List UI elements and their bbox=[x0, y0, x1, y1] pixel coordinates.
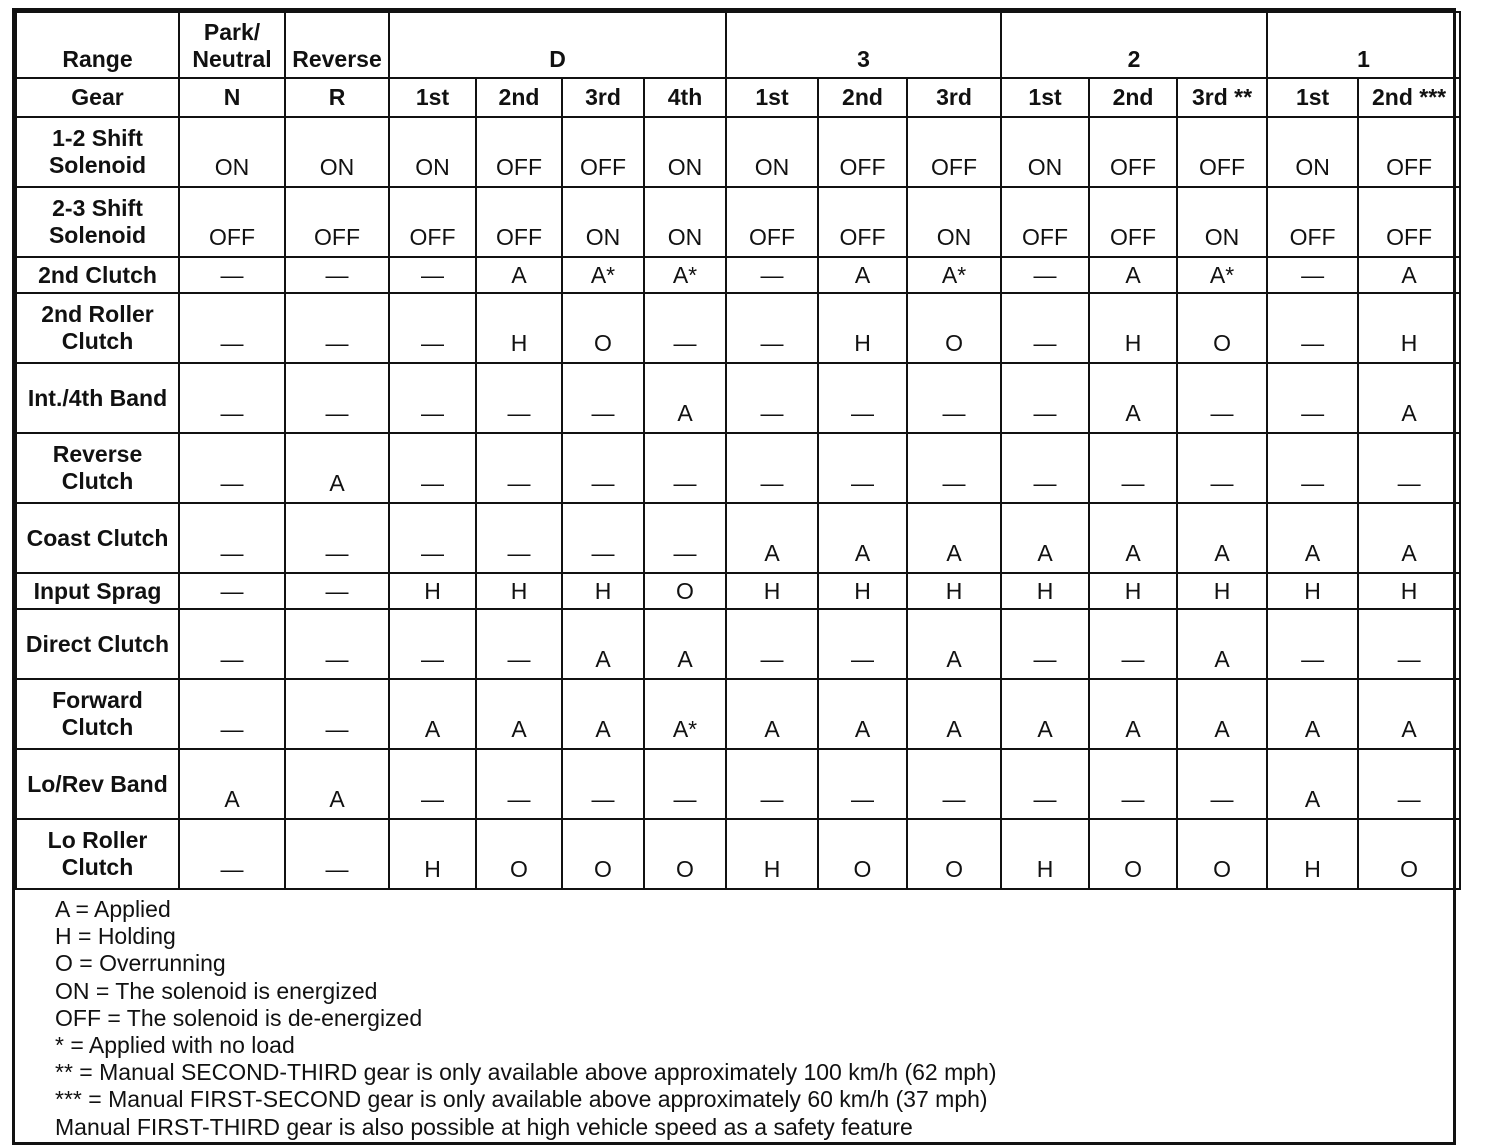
table-cell: — bbox=[1267, 609, 1358, 679]
shift-table bbox=[15, 11, 1461, 890]
table-cell: A bbox=[562, 609, 644, 679]
table-cell: — bbox=[818, 363, 907, 433]
table-cell: — bbox=[562, 433, 644, 503]
table-cell: ON bbox=[1001, 117, 1089, 187]
table-cell: — bbox=[179, 573, 285, 609]
table-cell: — bbox=[389, 503, 476, 573]
table-cell: — bbox=[1001, 257, 1089, 293]
table-cell: — bbox=[285, 679, 389, 749]
table-cell: — bbox=[179, 679, 285, 749]
table-cell: A bbox=[818, 503, 907, 573]
table-cell: OFF bbox=[1089, 187, 1177, 257]
table-cell: H bbox=[1358, 293, 1460, 363]
table-cell: A bbox=[1267, 749, 1358, 819]
row-label: Lo/Rev Band bbox=[16, 749, 179, 819]
gear-header: 1st bbox=[389, 78, 476, 117]
gear-header: 2nd *** bbox=[1358, 78, 1460, 117]
table-row bbox=[16, 363, 1460, 433]
table-row bbox=[16, 293, 1460, 363]
table-cell: ON bbox=[562, 187, 644, 257]
table-cell: — bbox=[726, 433, 818, 503]
table-cell: — bbox=[179, 257, 285, 293]
table-cell: — bbox=[1177, 433, 1267, 503]
table-cell: — bbox=[179, 433, 285, 503]
gear-label: Gear bbox=[16, 78, 179, 117]
legend-item: *** = Manual FIRST-SECOND gear is only available above approximately 60 km/h (37 mph) bbox=[55, 1086, 988, 1113]
table-cell: OFF bbox=[1267, 187, 1358, 257]
table-cell: — bbox=[285, 503, 389, 573]
table-cell: O bbox=[1177, 819, 1267, 889]
table-cell: A bbox=[1001, 679, 1089, 749]
table-cell: A bbox=[1267, 679, 1358, 749]
range-header: Reverse bbox=[285, 12, 389, 78]
table-cell: ON bbox=[389, 117, 476, 187]
row-label: Reverse Clutch bbox=[16, 433, 179, 503]
table-cell: — bbox=[476, 503, 562, 573]
gear-header: 4th bbox=[644, 78, 726, 117]
table-cell: H bbox=[907, 573, 1001, 609]
table-cell: — bbox=[389, 293, 476, 363]
component-rows bbox=[16, 117, 1460, 889]
table-cell: — bbox=[562, 503, 644, 573]
table-row bbox=[16, 187, 1460, 257]
table-cell: — bbox=[389, 257, 476, 293]
table-cell: — bbox=[1177, 749, 1267, 819]
legend-item: * = Applied with no load bbox=[55, 1032, 295, 1059]
table-cell: — bbox=[1001, 433, 1089, 503]
table-cell: A bbox=[1089, 363, 1177, 433]
table-cell: ON bbox=[285, 117, 389, 187]
table-cell: — bbox=[179, 293, 285, 363]
table-cell: — bbox=[476, 749, 562, 819]
table-row bbox=[16, 503, 1460, 573]
table-cell: — bbox=[476, 433, 562, 503]
table-cell: ON bbox=[1267, 117, 1358, 187]
row-label: Lo Roller Clutch bbox=[16, 819, 179, 889]
legend bbox=[15, 890, 1453, 1142]
gear-header: N bbox=[179, 78, 285, 117]
table-cell: H bbox=[1358, 573, 1460, 609]
table-cell: A bbox=[476, 679, 562, 749]
table-row bbox=[16, 609, 1460, 679]
table-cell: O bbox=[907, 819, 1001, 889]
table-cell: OFF bbox=[907, 117, 1001, 187]
row-label: Forward Clutch bbox=[16, 679, 179, 749]
legend-item: O = Overrunning bbox=[55, 950, 226, 977]
table-cell: — bbox=[818, 609, 907, 679]
table-cell: H bbox=[1177, 573, 1267, 609]
table-cell: A bbox=[1001, 503, 1089, 573]
table-cell: — bbox=[726, 609, 818, 679]
gear-header: 2nd bbox=[1089, 78, 1177, 117]
table-cell: A bbox=[1358, 363, 1460, 433]
table-cell: — bbox=[476, 609, 562, 679]
table-cell: — bbox=[1089, 749, 1177, 819]
table-cell: A bbox=[1267, 503, 1358, 573]
table-cell: A* bbox=[644, 679, 726, 749]
table-cell: H bbox=[476, 293, 562, 363]
table-cell: H bbox=[1001, 819, 1089, 889]
table-cell: H bbox=[562, 573, 644, 609]
gear-header: 3rd bbox=[562, 78, 644, 117]
table-cell: — bbox=[562, 363, 644, 433]
row-label: 2nd Clutch bbox=[16, 257, 179, 293]
table-cell: OFF bbox=[726, 187, 818, 257]
table-cell: — bbox=[179, 819, 285, 889]
table-cell: O bbox=[644, 573, 726, 609]
table-cell: A* bbox=[1177, 257, 1267, 293]
table-cell: O bbox=[562, 819, 644, 889]
table-cell: OFF bbox=[1001, 187, 1089, 257]
table-cell: — bbox=[285, 363, 389, 433]
table-cell: — bbox=[1358, 433, 1460, 503]
table-row bbox=[16, 679, 1460, 749]
table-cell: — bbox=[1177, 363, 1267, 433]
table-cell: A bbox=[1177, 679, 1267, 749]
legend-item: A = Applied bbox=[55, 896, 171, 922]
table-cell: OFF bbox=[818, 187, 907, 257]
legend-item: OFF = The solenoid is de-energized bbox=[55, 1004, 423, 1031]
shift-chart bbox=[12, 8, 1456, 1145]
table-row bbox=[16, 749, 1460, 819]
table-cell: A bbox=[907, 679, 1001, 749]
table-row bbox=[16, 433, 1460, 503]
gear-header: 2nd bbox=[476, 78, 562, 117]
table-cell: A bbox=[1358, 257, 1460, 293]
table-cell: A* bbox=[644, 257, 726, 293]
table-cell: — bbox=[389, 609, 476, 679]
range-label: Range bbox=[16, 12, 179, 78]
table-cell: — bbox=[726, 363, 818, 433]
table-cell: OFF bbox=[1089, 117, 1177, 187]
table-cell: — bbox=[1267, 433, 1358, 503]
table-cell: A bbox=[1358, 503, 1460, 573]
table-cell: — bbox=[389, 749, 476, 819]
range-header: 2 bbox=[1001, 12, 1267, 78]
row-label: Int./4th Band bbox=[16, 363, 179, 433]
table-cell: A bbox=[1089, 679, 1177, 749]
table-cell: — bbox=[907, 363, 1001, 433]
gear-header: R bbox=[285, 78, 389, 117]
table-cell: — bbox=[644, 503, 726, 573]
table-cell: — bbox=[726, 257, 818, 293]
table-cell: ON bbox=[1177, 187, 1267, 257]
table-cell: H bbox=[818, 573, 907, 609]
range-header: 1 bbox=[1267, 12, 1460, 78]
table-cell: A bbox=[285, 749, 389, 819]
legend-item: H = Holding bbox=[55, 923, 176, 950]
table-cell: A bbox=[644, 609, 726, 679]
row-label: 2-3 Shift Solenoid bbox=[16, 187, 179, 257]
table-cell: O bbox=[476, 819, 562, 889]
table-cell: — bbox=[179, 363, 285, 433]
table-cell: — bbox=[726, 749, 818, 819]
gear-header: 1st bbox=[726, 78, 818, 117]
legend-item: Manual FIRST-THIRD gear is also possible at high vehicle speed as a safety feature bbox=[55, 1113, 913, 1140]
gear-header: 3rd bbox=[907, 78, 1001, 117]
table-cell: A* bbox=[562, 257, 644, 293]
table-cell: — bbox=[285, 573, 389, 609]
row-label: Input Sprag bbox=[16, 573, 179, 609]
table-cell: O bbox=[907, 293, 1001, 363]
table-cell: OFF bbox=[562, 117, 644, 187]
table-cell: — bbox=[285, 819, 389, 889]
table-cell: — bbox=[644, 293, 726, 363]
table-cell: — bbox=[476, 363, 562, 433]
table-cell: OFF bbox=[1358, 117, 1460, 187]
table-cell: A bbox=[179, 749, 285, 819]
table-cell: A bbox=[1358, 679, 1460, 749]
table-cell: OFF bbox=[285, 187, 389, 257]
table-cell: — bbox=[818, 749, 907, 819]
table-row bbox=[16, 257, 1460, 293]
table-cell: — bbox=[1001, 609, 1089, 679]
table-cell: OFF bbox=[1177, 117, 1267, 187]
table-cell: — bbox=[285, 293, 389, 363]
table-cell: OFF bbox=[1358, 187, 1460, 257]
table-cell: A bbox=[1177, 609, 1267, 679]
table-cell: H bbox=[1267, 819, 1358, 889]
legend-item: ON = The solenoid is energized bbox=[55, 977, 378, 1004]
range-header: Park/ Neutral bbox=[179, 12, 285, 78]
table-cell: OFF bbox=[389, 187, 476, 257]
row-label: 1-2 Shift Solenoid bbox=[16, 117, 179, 187]
table-cell: A bbox=[726, 679, 818, 749]
table-cell: H bbox=[726, 819, 818, 889]
table-cell: ON bbox=[644, 117, 726, 187]
table-cell: H bbox=[389, 819, 476, 889]
legend-item: ** = Manual SECOND-THIRD gear is only available above approximately 100 km/h (62 mph) bbox=[55, 1059, 997, 1086]
table-cell: H bbox=[1089, 573, 1177, 609]
gear-header: 2nd bbox=[818, 78, 907, 117]
table-cell: OFF bbox=[818, 117, 907, 187]
table-cell: A* bbox=[907, 257, 1001, 293]
table-cell: A bbox=[907, 503, 1001, 573]
table-cell: — bbox=[1267, 363, 1358, 433]
table-cell: — bbox=[285, 257, 389, 293]
table-cell: — bbox=[179, 609, 285, 679]
table-cell: — bbox=[818, 433, 907, 503]
row-label: 2nd Roller Clutch bbox=[16, 293, 179, 363]
table-cell: — bbox=[644, 433, 726, 503]
range-header-row bbox=[16, 12, 1460, 78]
row-label: Coast Clutch bbox=[16, 503, 179, 573]
table-cell: H bbox=[389, 573, 476, 609]
gear-header: 1st bbox=[1001, 78, 1089, 117]
table-cell: — bbox=[179, 503, 285, 573]
table-cell: O bbox=[562, 293, 644, 363]
table-cell: ON bbox=[644, 187, 726, 257]
table-cell: — bbox=[726, 293, 818, 363]
table-cell: A bbox=[1177, 503, 1267, 573]
table-cell: — bbox=[1001, 293, 1089, 363]
table-cell: — bbox=[1358, 749, 1460, 819]
range-header: D bbox=[389, 12, 726, 78]
table-cell: H bbox=[726, 573, 818, 609]
table-cell: OFF bbox=[476, 187, 562, 257]
table-cell: — bbox=[1267, 293, 1358, 363]
table-cell: — bbox=[1089, 433, 1177, 503]
table-cell: A bbox=[1089, 257, 1177, 293]
table-cell: H bbox=[818, 293, 907, 363]
table-cell: O bbox=[1089, 819, 1177, 889]
range-header: 3 bbox=[726, 12, 1001, 78]
table-cell: — bbox=[1089, 609, 1177, 679]
table-cell: — bbox=[644, 749, 726, 819]
gear-header: 3rd ** bbox=[1177, 78, 1267, 117]
table-cell: A bbox=[476, 257, 562, 293]
table-cell: O bbox=[1177, 293, 1267, 363]
table-cell: O bbox=[818, 819, 907, 889]
table-row bbox=[16, 819, 1460, 889]
table-cell: — bbox=[1001, 749, 1089, 819]
table-cell: A bbox=[1089, 503, 1177, 573]
table-cell: — bbox=[562, 749, 644, 819]
table-cell: — bbox=[1001, 363, 1089, 433]
table-cell: H bbox=[1267, 573, 1358, 609]
table-cell: H bbox=[476, 573, 562, 609]
table-cell: — bbox=[389, 433, 476, 503]
table-cell: — bbox=[907, 433, 1001, 503]
table-cell: — bbox=[1358, 609, 1460, 679]
table-cell: O bbox=[644, 819, 726, 889]
table-cell: A bbox=[726, 503, 818, 573]
gear-header-row bbox=[16, 78, 1460, 117]
row-label: Direct Clutch bbox=[16, 609, 179, 679]
table-cell: H bbox=[1089, 293, 1177, 363]
table-cell: A bbox=[389, 679, 476, 749]
table-cell: O bbox=[1358, 819, 1460, 889]
gear-header: 1st bbox=[1267, 78, 1358, 117]
table-cell: ON bbox=[726, 117, 818, 187]
table-row bbox=[16, 573, 1460, 609]
table-cell: — bbox=[285, 609, 389, 679]
table-cell: ON bbox=[907, 187, 1001, 257]
table-cell: — bbox=[1267, 257, 1358, 293]
table-cell: OFF bbox=[179, 187, 285, 257]
table-cell: OFF bbox=[476, 117, 562, 187]
table-cell: ON bbox=[179, 117, 285, 187]
table-cell: A bbox=[818, 679, 907, 749]
table-cell: A bbox=[907, 609, 1001, 679]
table-row bbox=[16, 117, 1460, 187]
table-cell: A bbox=[562, 679, 644, 749]
table-cell: A bbox=[644, 363, 726, 433]
table-cell: A bbox=[285, 433, 389, 503]
table-cell: H bbox=[1001, 573, 1089, 609]
table-cell: A bbox=[818, 257, 907, 293]
table-cell: — bbox=[907, 749, 1001, 819]
table-cell: — bbox=[389, 363, 476, 433]
